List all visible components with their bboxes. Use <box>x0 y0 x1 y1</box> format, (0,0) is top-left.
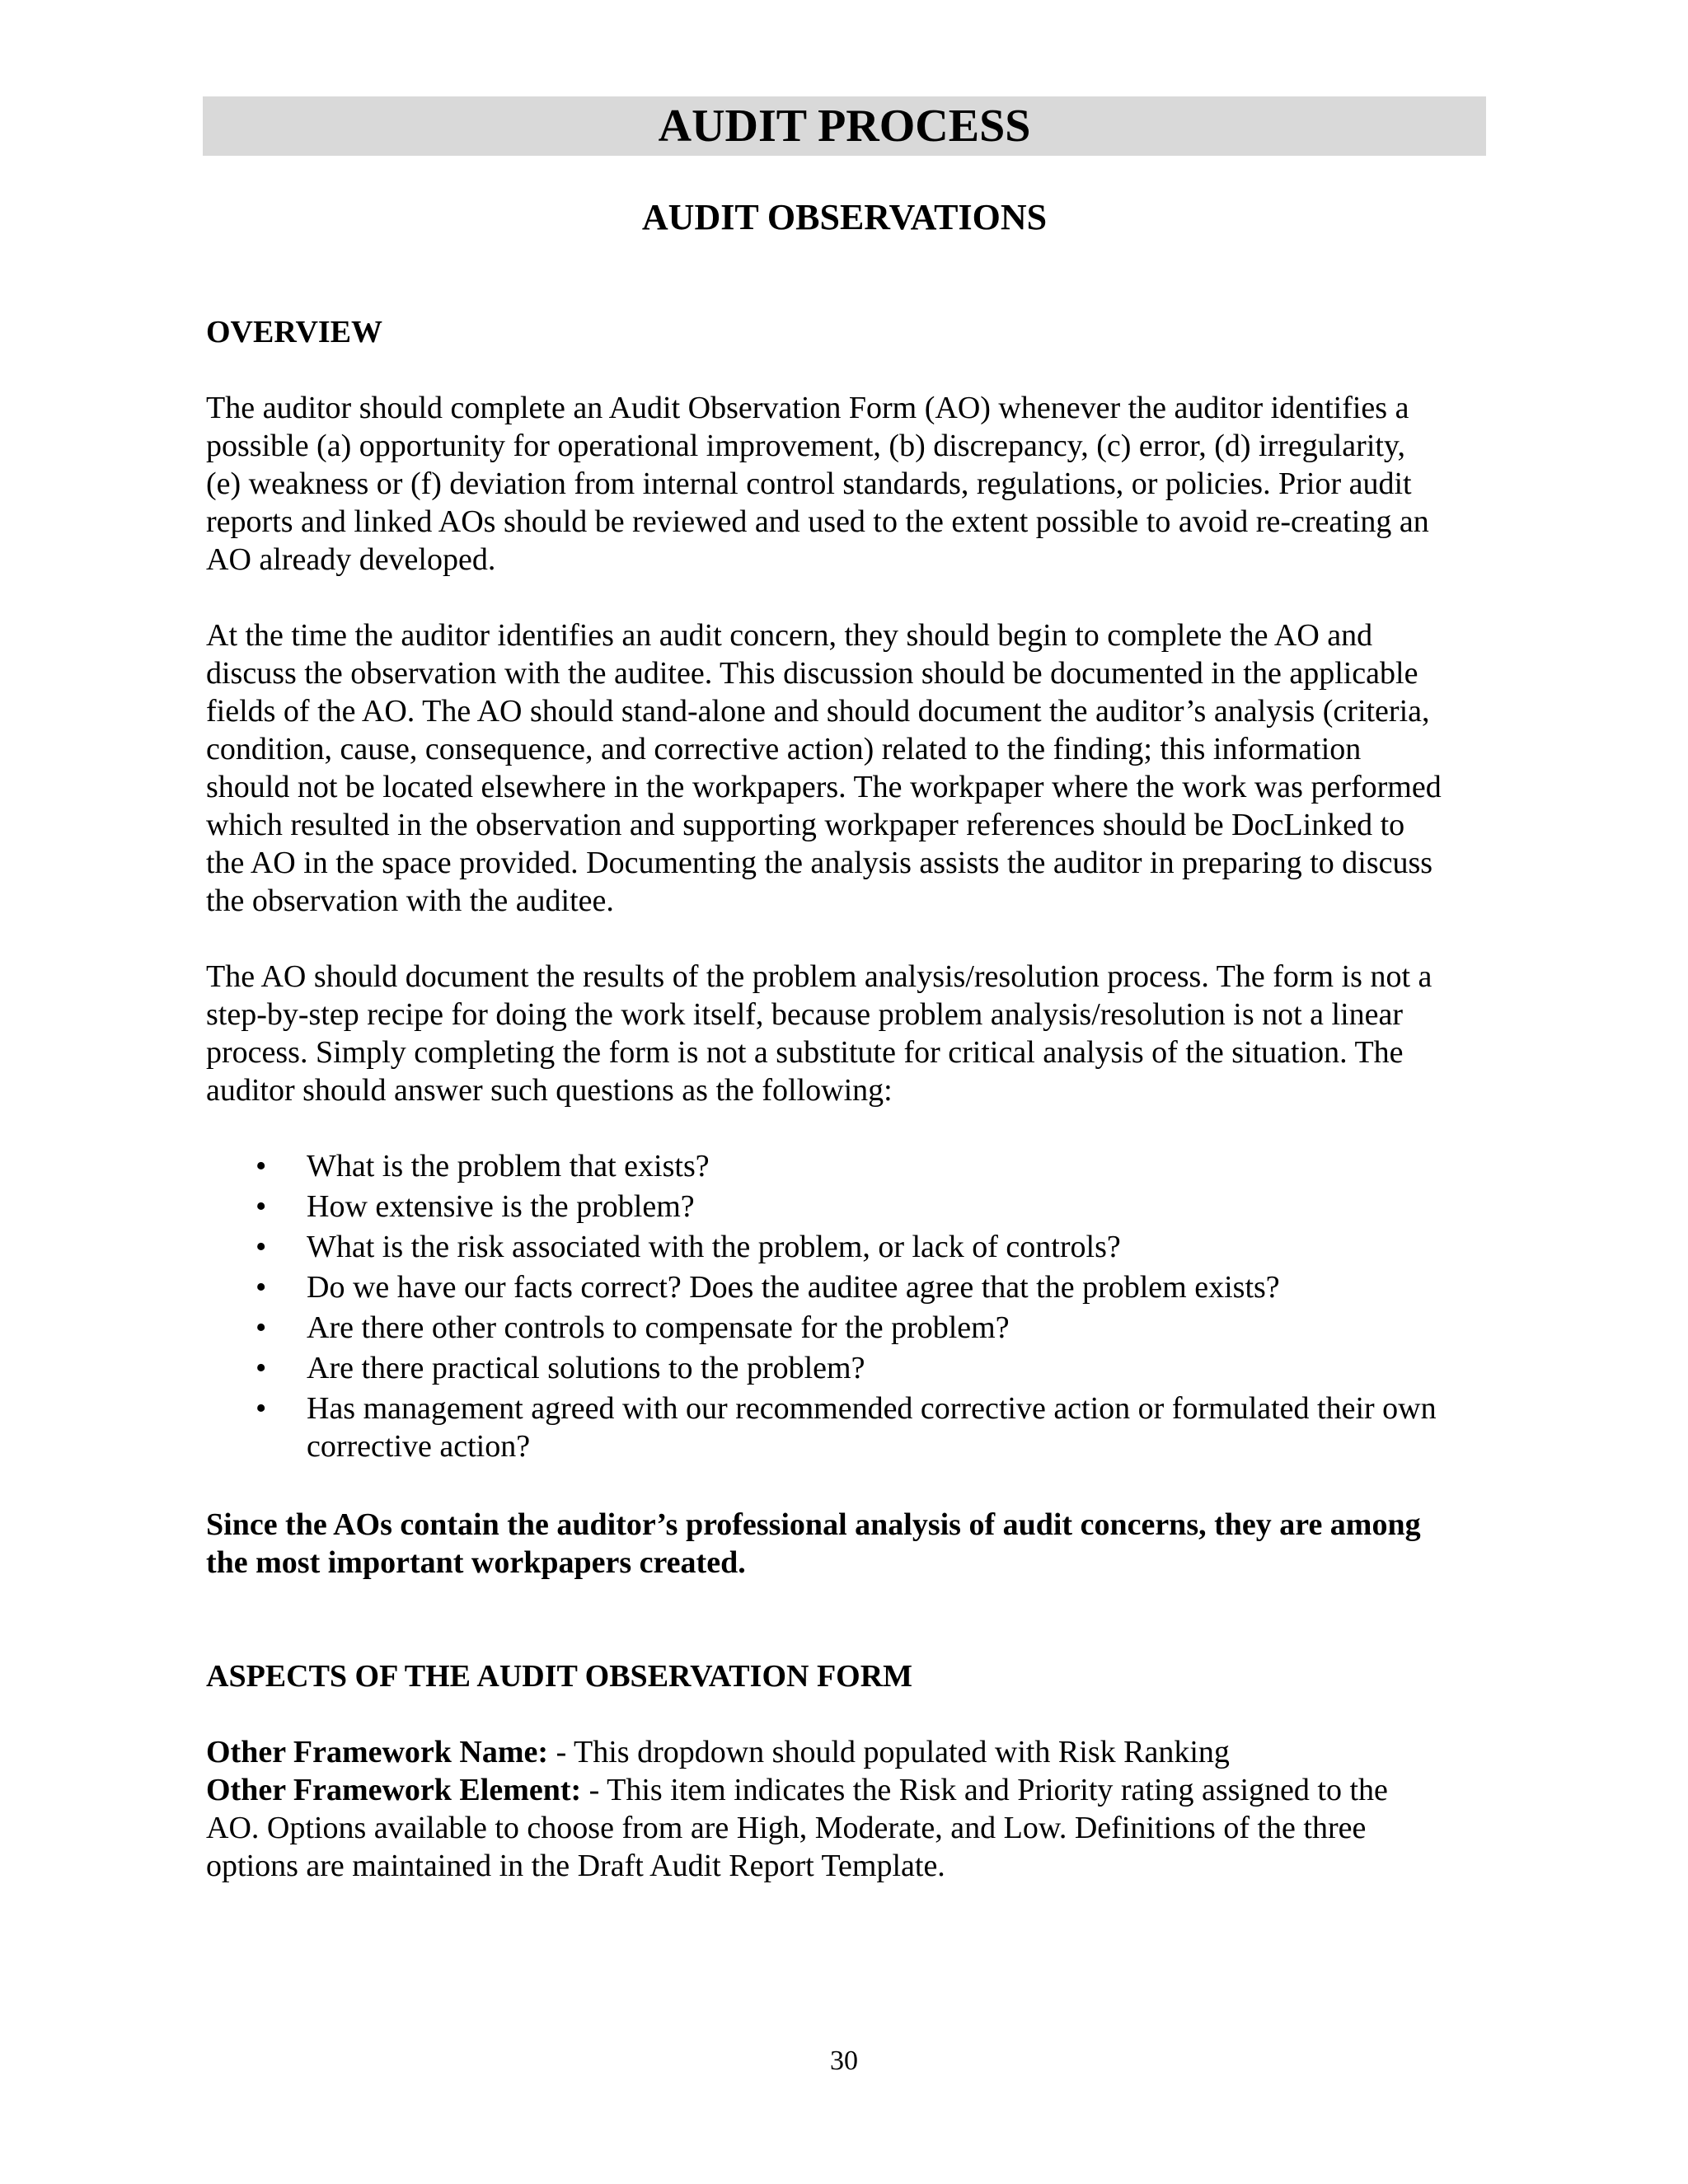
question-text: Are there other controls to compensate for the problem? <box>307 1310 1010 1345</box>
question-text: Do we have our facts correct? Does the auditee agree that the problem exists? <box>307 1270 1280 1305</box>
list-item <box>206 1390 1442 1465</box>
emphasis-statement: Since the AOs contain the auditor’s professional analysis of audit concerns, they are among the most important workpapers created. <box>206 1507 1421 1580</box>
bullet-icon: • <box>256 1230 267 1264</box>
question-text: How extensive is the problem? <box>307 1189 695 1224</box>
list-item <box>206 1228 1442 1266</box>
list-item <box>206 1147 1442 1185</box>
page-title: AUDIT PROCESS <box>203 96 1486 156</box>
aspect-item-framework-element <box>206 1771 1442 1885</box>
page-number: 30 <box>830 2046 858 2076</box>
overview-paragraph-3: The AO should document the results of the problem analysis/resolution process. The form is not a step-by-step recipe for doing the work itself, because problem analysis/resolution is not a linear process. Simply completing the form is not a substitute for critical analysis of the situation. The auditor should answer such questions as the following: <box>206 959 1432 1108</box>
list-item <box>206 1309 1442 1347</box>
question-text: What is the problem that exists? <box>307 1149 710 1183</box>
question-text: Are there practical solutions to the problem? <box>307 1351 865 1385</box>
overview-paragraph-2: At the time the auditor identifies an audit concern, they should begin to complete the AO and discuss the observation with the auditee. This discussion should be documented in the applicable fields of the AO. The AO should stand-alone and should document the auditor’s analysis (criteria, condition, cause, consequence, and corrective action) related to the finding; this information should not be located elsewhere in the workpapers. The workpaper where the work was performed which resulted in the observation and supporting workpaper references should be DocLinked to the AO in the space provided. Documenting the analysis assists the auditor in preparing to discuss the observation with the auditee. <box>206 618 1442 918</box>
overview-paragraph-1: The auditor should complete an Audit Observation Form (AO) whenever the auditor identifies a possible (a) opportunity for operational improvement, (b) discrepancy, (c) error, (d) irregularity, (e) weakness or (f) deviation from internal control standards, regulations, or policies. Prior audit reports and linked AOs should be reviewed and used to the extent possible to avoid re-creating an AO already developed. <box>206 391 1429 577</box>
question-text: What is the risk associated with the problem, or lack of controls? <box>307 1230 1121 1264</box>
overview-heading: OVERVIEW <box>206 315 383 349</box>
bullet-icon: • <box>256 1391 267 1426</box>
question-text: Has management agreed with our recommended corrective action or formulated their own corrective action? <box>307 1391 1437 1464</box>
bullet-icon: • <box>256 1351 267 1385</box>
aspect-text: - This dropdown should populated with Risk Ranking <box>548 1735 1230 1769</box>
bullet-icon: • <box>256 1189 267 1224</box>
aspect-item-framework-name <box>206 1733 1442 1771</box>
list-item <box>206 1188 1442 1226</box>
list-item <box>206 1349 1442 1387</box>
aspect-label: Other Framework Element: <box>206 1773 582 1807</box>
section-title: AUDIT OBSERVATIONS <box>641 197 1048 237</box>
questions-list <box>206 1147 1442 1465</box>
bullet-icon: • <box>256 1149 267 1183</box>
document-body <box>206 313 1442 1885</box>
aspect-text: - This item indicates the Risk and Priority rating assigned to the AO. Options available to choose from are High, Moderate, and Low. Definitions of the three options are maintained in the Draft Audit Report Template. <box>206 1773 1388 1883</box>
list-item <box>206 1268 1442 1306</box>
aspects-heading: ASPECTS OF THE AUDIT OBSERVATION FORM <box>206 1659 913 1694</box>
aspect-label: Other Framework Name: <box>206 1735 549 1769</box>
bullet-icon: • <box>256 1270 267 1305</box>
bullet-icon: • <box>256 1310 267 1345</box>
